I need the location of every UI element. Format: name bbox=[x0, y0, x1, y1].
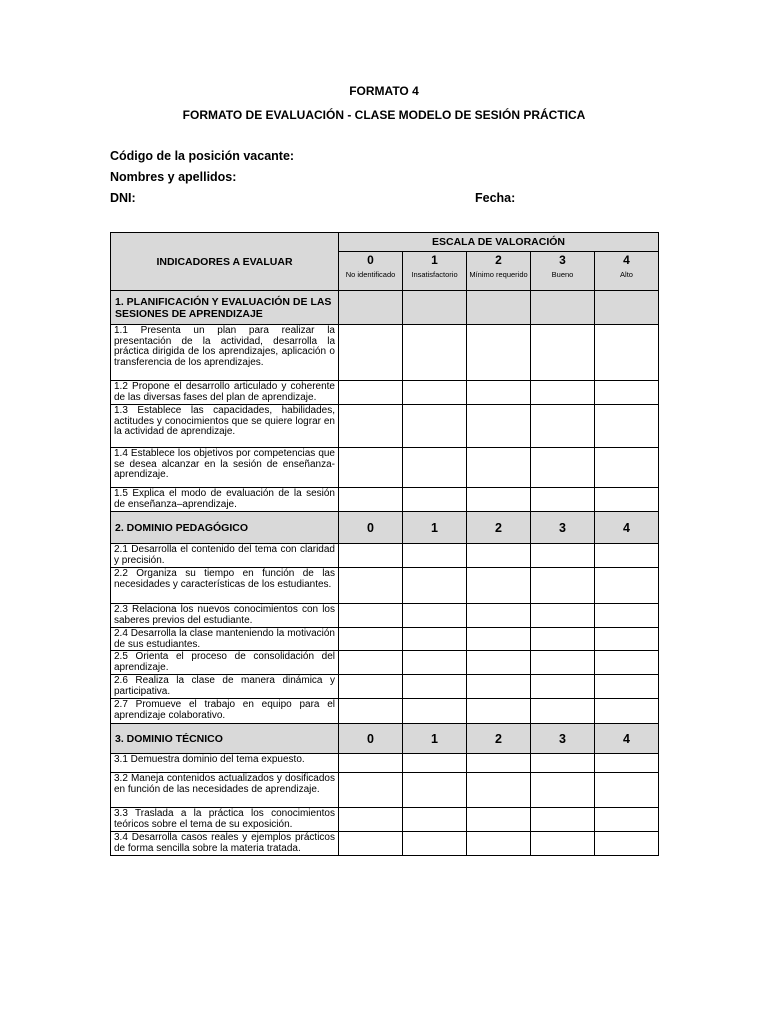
indicator-text: 2.6 Realiza la clase de manera dinámica y participativa. bbox=[111, 675, 339, 699]
score-cell-2[interactable] bbox=[467, 544, 531, 568]
section-scale-cell: 1 bbox=[403, 724, 467, 754]
section-scale-cell: 0 bbox=[339, 724, 403, 754]
indicator-text: 2.3 Relaciona los nuevos conocimientos con los saberes previos del estudiante. bbox=[111, 604, 339, 628]
score-cell-4[interactable] bbox=[595, 832, 659, 856]
table-header-row bbox=[111, 233, 659, 252]
score-cell-1[interactable] bbox=[403, 568, 467, 604]
indicator-row bbox=[111, 699, 659, 724]
score-cell-0[interactable] bbox=[339, 604, 403, 628]
indicator-row bbox=[111, 325, 659, 381]
score-cell-2[interactable] bbox=[467, 754, 531, 773]
indicator-text: 1.1 Presenta un plan para realizar la presentación de la actividad, desarrolla la práctica dirigida de los aprendizajes, aplicación o transferencia de los aprendizajes. bbox=[111, 325, 339, 381]
indicator-text: 1.2 Propone el desarrollo articulado y coherente de las diversas fases del plan de aprendizaje. bbox=[111, 381, 339, 405]
score-cell-4[interactable] bbox=[595, 754, 659, 773]
score-cell-4[interactable] bbox=[595, 488, 659, 512]
score-cell-0[interactable] bbox=[339, 325, 403, 381]
score-cell-4[interactable] bbox=[595, 675, 659, 699]
nombres-label: Nombres y apellidos: bbox=[110, 170, 237, 184]
score-cell-1[interactable] bbox=[403, 773, 467, 808]
score-cell-2[interactable] bbox=[467, 832, 531, 856]
score-cell-2[interactable] bbox=[467, 699, 531, 724]
score-cell-0[interactable] bbox=[339, 488, 403, 512]
score-cell-2[interactable] bbox=[467, 405, 531, 448]
scale-level-2 bbox=[467, 252, 531, 291]
indicator-row bbox=[111, 604, 659, 628]
score-cell-2[interactable] bbox=[467, 381, 531, 405]
score-cell-2[interactable] bbox=[467, 604, 531, 628]
indicator-text: 2.1 Desarrolla el contenido del tema con claridad y precisión. bbox=[111, 544, 339, 568]
section-header-row bbox=[111, 512, 659, 544]
score-cell-4[interactable] bbox=[595, 405, 659, 448]
section-scale-cell: 2 bbox=[467, 724, 531, 754]
section-title: 3. DOMINIO TÉCNICO bbox=[111, 724, 339, 754]
score-cell-0[interactable] bbox=[339, 699, 403, 724]
indicator-row bbox=[111, 832, 659, 856]
score-cell-3[interactable] bbox=[531, 754, 595, 773]
score-cell-4[interactable] bbox=[595, 544, 659, 568]
section-scale-cell: 2 bbox=[467, 512, 531, 544]
section-scale-cell: 4 bbox=[595, 724, 659, 754]
scale-label: Insatisfactorio bbox=[411, 270, 458, 279]
score-cell-0[interactable] bbox=[339, 773, 403, 808]
section-scale-cell: 0 bbox=[339, 512, 403, 544]
score-cell-3[interactable] bbox=[531, 699, 595, 724]
scale-level-1 bbox=[403, 252, 467, 291]
indicator-text: 2.7 Promueve el trabajo en equipo para el aprendizaje colaborativo. bbox=[111, 699, 339, 724]
indicator-row bbox=[111, 381, 659, 405]
dni-label: DNI: bbox=[110, 191, 136, 205]
score-cell-0[interactable] bbox=[339, 754, 403, 773]
score-cell-1[interactable] bbox=[403, 488, 467, 512]
scale-label: No identificado bbox=[345, 270, 396, 279]
section-scale-cell: 4 bbox=[595, 512, 659, 544]
score-cell-0[interactable] bbox=[339, 832, 403, 856]
scale-number: 2 bbox=[495, 253, 502, 267]
score-cell-4[interactable] bbox=[595, 568, 659, 604]
score-cell-1[interactable] bbox=[403, 381, 467, 405]
scale-number: 0 bbox=[367, 253, 374, 267]
indicator-text: 2.2 Organiza su tiempo en función de las necesidades y características de los estudiantes. bbox=[111, 568, 339, 604]
scale-number: 4 bbox=[623, 253, 630, 267]
score-cell-4[interactable] bbox=[595, 604, 659, 628]
indicator-text: 3.2 Maneja contenidos actualizados y dosificados en función de las necesidades de aprendizaje. bbox=[111, 773, 339, 808]
score-cell-4[interactable] bbox=[595, 381, 659, 405]
score-cell-1[interactable] bbox=[403, 754, 467, 773]
score-cell-3[interactable] bbox=[531, 604, 595, 628]
score-cell-3[interactable] bbox=[531, 381, 595, 405]
section-title: 2. DOMINIO PEDAGÓGICO bbox=[111, 512, 339, 544]
format-number: FORMATO 4 bbox=[349, 84, 419, 98]
indicator-row bbox=[111, 568, 659, 604]
indicator-row bbox=[111, 488, 659, 512]
scale-label: Mínimo requerido bbox=[469, 270, 528, 279]
score-cell-0[interactable] bbox=[339, 808, 403, 832]
indicator-text: 1.3 Establece las capacidades, habilidades, actitudes y conocimientos que se quiere lograr en la actividad de aprendizaje. bbox=[111, 405, 339, 448]
score-cell-1[interactable] bbox=[403, 699, 467, 724]
score-cell-0[interactable] bbox=[339, 628, 403, 651]
score-cell-2[interactable] bbox=[467, 675, 531, 699]
score-cell-1[interactable] bbox=[403, 808, 467, 832]
score-cell-1[interactable] bbox=[403, 325, 467, 381]
score-cell-1[interactable] bbox=[403, 675, 467, 699]
scale-level-0 bbox=[339, 252, 403, 291]
score-cell-3[interactable] bbox=[531, 544, 595, 568]
score-cell-0[interactable] bbox=[339, 405, 403, 448]
score-cell-2[interactable] bbox=[467, 488, 531, 512]
indicator-text: 3.3 Traslada a la práctica los conocimientos teóricos sobre el tema de su exposición. bbox=[111, 808, 339, 832]
document-title: FORMATO DE EVALUACIÓN - CLASE MODELO DE SESIÓN PRÁCTICA bbox=[182, 108, 586, 122]
score-cell-1[interactable] bbox=[403, 405, 467, 448]
section-scale-cell bbox=[339, 291, 403, 325]
score-cell-1[interactable] bbox=[403, 628, 467, 651]
score-cell-2[interactable] bbox=[467, 773, 531, 808]
score-cell-0[interactable] bbox=[339, 568, 403, 604]
score-cell-4[interactable] bbox=[595, 325, 659, 381]
score-cell-3[interactable] bbox=[531, 488, 595, 512]
indicator-text: 3.1 Demuestra dominio del tema expuesto. bbox=[111, 754, 339, 773]
score-cell-4[interactable] bbox=[595, 448, 659, 488]
score-cell-3[interactable] bbox=[531, 808, 595, 832]
score-cell-1[interactable] bbox=[403, 832, 467, 856]
score-cell-4[interactable] bbox=[595, 651, 659, 675]
indicator-row bbox=[111, 405, 659, 448]
indicators-header: INDICADORES A EVALUAR bbox=[111, 233, 339, 291]
score-cell-2[interactable] bbox=[467, 448, 531, 488]
section-scale-cell: 1 bbox=[403, 512, 467, 544]
score-cell-0[interactable] bbox=[339, 448, 403, 488]
indicator-text: 1.4 Establece los objetivos por competencias que se desea alcanzar en la sesión de enseñanza-aprendizaje. bbox=[111, 448, 339, 488]
score-cell-2[interactable] bbox=[467, 568, 531, 604]
section-header-row bbox=[111, 724, 659, 754]
score-cell-3[interactable] bbox=[531, 773, 595, 808]
section-header-row bbox=[111, 291, 659, 325]
indicator-row bbox=[111, 628, 659, 651]
score-cell-0[interactable] bbox=[339, 544, 403, 568]
score-cell-0[interactable] bbox=[339, 381, 403, 405]
score-cell-3[interactable] bbox=[531, 568, 595, 604]
score-cell-2[interactable] bbox=[467, 628, 531, 651]
fecha-label: Fecha: bbox=[475, 191, 516, 205]
score-cell-3[interactable] bbox=[531, 448, 595, 488]
score-cell-3[interactable] bbox=[531, 628, 595, 651]
indicator-text: 3.4 Desarrolla casos reales y ejemplos prácticos de forma sencilla sobre la materia tratada. bbox=[111, 832, 339, 856]
score-cell-4[interactable] bbox=[595, 628, 659, 651]
section-scale-cell bbox=[403, 291, 467, 325]
score-cell-2[interactable] bbox=[467, 651, 531, 675]
section-scale-cell bbox=[467, 291, 531, 325]
indicator-row bbox=[111, 754, 659, 773]
section-scale-cell bbox=[531, 291, 595, 325]
score-cell-0[interactable] bbox=[339, 651, 403, 675]
score-cell-1[interactable] bbox=[403, 651, 467, 675]
indicator-row bbox=[111, 651, 659, 675]
score-cell-1[interactable] bbox=[403, 448, 467, 488]
scale-number: 3 bbox=[559, 253, 566, 267]
score-cell-3[interactable] bbox=[531, 651, 595, 675]
score-cell-1[interactable] bbox=[403, 604, 467, 628]
scale-level-3 bbox=[531, 252, 595, 291]
score-cell-2[interactable] bbox=[467, 808, 531, 832]
indicator-text: 2.4 Desarrolla la clase manteniendo la motivación de sus estudiantes. bbox=[111, 628, 339, 651]
scale-header: ESCALA DE VALORACIÓN bbox=[339, 233, 659, 252]
score-cell-0[interactable] bbox=[339, 675, 403, 699]
indicator-row bbox=[111, 448, 659, 488]
score-cell-1[interactable] bbox=[403, 544, 467, 568]
codigo-label: Código de la posición vacante: bbox=[110, 149, 295, 163]
score-cell-4[interactable] bbox=[595, 808, 659, 832]
indicator-row bbox=[111, 675, 659, 699]
score-cell-3[interactable] bbox=[531, 832, 595, 856]
section-scale-cell: 3 bbox=[531, 512, 595, 544]
evaluation-table bbox=[110, 232, 659, 856]
section-scale-cell bbox=[595, 291, 659, 325]
indicator-row bbox=[111, 544, 659, 568]
score-cell-4[interactable] bbox=[595, 773, 659, 808]
indicator-row bbox=[111, 808, 659, 832]
score-cell-3[interactable] bbox=[531, 675, 595, 699]
section-scale-cell: 3 bbox=[531, 724, 595, 754]
scale-label: Alto bbox=[620, 270, 633, 279]
score-cell-3[interactable] bbox=[531, 405, 595, 448]
scale-label: Bueno bbox=[551, 270, 574, 279]
indicator-text: 1.5 Explica el modo de evaluación de la sesión de enseñanza–aprendizaje. bbox=[111, 488, 339, 512]
indicator-row bbox=[111, 773, 659, 808]
scale-level-4 bbox=[595, 252, 659, 291]
score-cell-2[interactable] bbox=[467, 325, 531, 381]
score-cell-4[interactable] bbox=[595, 699, 659, 724]
scale-number: 1 bbox=[431, 253, 438, 267]
indicator-text: 2.5 Orienta el proceso de consolidación del aprendizaje. bbox=[111, 651, 339, 675]
score-cell-3[interactable] bbox=[531, 325, 595, 381]
section-title: 1. PLANIFICACIÓN Y EVALUACIÓN DE LAS SESIONES DE APRENDIZAJE bbox=[111, 291, 339, 325]
